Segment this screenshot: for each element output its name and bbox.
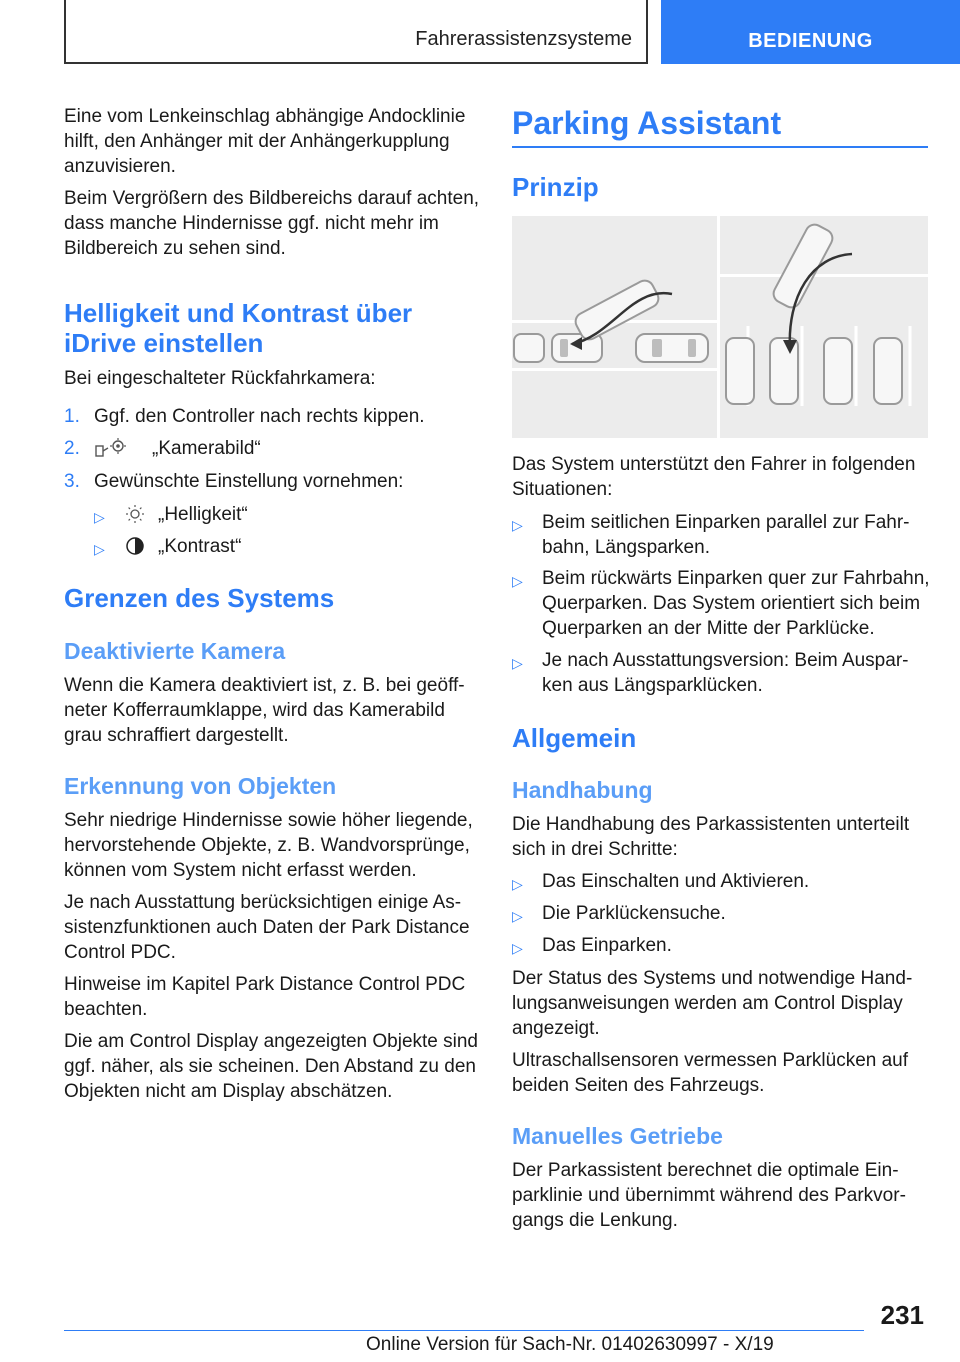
header-chapter-title: BEDIENUNG — [748, 30, 873, 52]
brightness-intro — [64, 366, 482, 391]
triangle-bullet-icon: ▷ — [512, 655, 523, 671]
page-number: 231 — [880, 1300, 924, 1330]
triangle-bullet-icon: ▷ — [512, 573, 523, 589]
heading-general: Allgemein — [512, 723, 637, 753]
heading-parking-assistant: Parking Assistant — [512, 105, 782, 141]
handling-item-text: Die Parklückensuche. — [542, 903, 726, 924]
heading-manual-transmission: Manuelles Getriebe — [512, 1123, 723, 1149]
detection-paragraph-2 — [64, 890, 484, 965]
step-text: Gewünschte Einstellung vornehmen: — [94, 471, 404, 492]
contrast-icon — [124, 534, 146, 565]
manual-text: Der Parkassistent berechnet die optimale Ein‐ parklinie und übernimmt während des Parkvor‐ gangs die Lenkung. — [512, 1160, 906, 1231]
step-number: 1. — [64, 406, 80, 427]
principle-text: Das System unterstützt den Fahrer in folgenden Situationen: — [512, 454, 916, 500]
triangle-bullet-icon: ▷ — [512, 517, 523, 533]
option-text: „Kontrast“ — [158, 536, 242, 557]
detection-p4-text: Die am Control Display angezeigten Objekte sind ggf. näher, als sie scheinen. Den Abstand zu den Objekten nicht am Display abschätzen. — [64, 1031, 478, 1102]
triangle-bullet-icon: ▷ — [512, 876, 523, 892]
footer-rule — [64, 1330, 864, 1331]
header-section-tab — [64, 0, 648, 64]
manual-paragraph — [512, 1158, 928, 1233]
heading-brightness-line1: Helligkeit und Kontrast über — [64, 298, 413, 328]
option-text: „Helligkeit“ — [158, 504, 248, 525]
heading-rule — [512, 146, 928, 148]
triangle-bullet-icon: ▷ — [512, 940, 523, 956]
principle-item-text: Je nach Ausstattungsversion: Beim Auspar‐ ken aus Längsparklücken. — [542, 650, 909, 696]
parking-illustration — [512, 216, 928, 438]
step-text: Ggf. den Controller nach rechts kippen. — [94, 406, 425, 427]
deactivated-paragraph — [64, 673, 484, 748]
principle-paragraph — [512, 452, 928, 502]
handling-text: Die Handhabung des Parkassistenten unterteilt sich in drei Schritte: — [512, 814, 910, 860]
triangle-bullet-icon: ▷ — [512, 908, 523, 924]
camera-image-icon — [94, 436, 128, 467]
detection-p1-text: Sehr niedrige Hindernisse sowie höher liegende, hervorstehende Objekte, z. B. Wandvorsprünge, können vom System nicht erfasst werden. — [64, 810, 473, 881]
detection-paragraph-3 — [64, 972, 484, 1022]
detection-paragraph-1 — [64, 808, 484, 883]
intro-p2-text: Beim Vergrößern des Bildbereichs darauf achten, dass manche Hindernisse ggf. nicht mehr im Bildbereich zu sehen sind. — [64, 188, 480, 259]
principle-item-text: Beim seitlichen Einparken parallel zur Fahr‐ bahn, Längsparken. — [542, 512, 910, 558]
heading-handling: Handhabung — [512, 777, 653, 803]
heading-brightness — [64, 298, 484, 358]
brightness-intro-text: Bei eingeschalteter Rückfahrkamera: — [64, 368, 376, 389]
handling-paragraph-3 — [512, 1048, 928, 1098]
heading-object-detection: Erkennung von Objekten — [64, 773, 337, 799]
triangle-bullet-icon: ▷ — [94, 509, 105, 525]
step-text: „Kamerabild“ — [152, 438, 261, 459]
heading-brightness-line2: iDrive einstellen — [64, 328, 264, 358]
footer-online-version: Online Version für Sach-Nr. 01402630997 - X/19 — [366, 1334, 774, 1355]
step-number: 3. — [64, 471, 80, 492]
intro-paragraph-2 — [64, 186, 482, 261]
header-section-title: Fahrerassistenzsysteme — [415, 28, 632, 50]
handling-item-text: Das Einschalten und Aktivieren. — [542, 871, 810, 892]
heading-limits: Grenzen des Systems — [64, 583, 335, 613]
intro-p1-text: Eine vom Lenkeinschlag abhängige Andocklinie hilft, den Anhänger mit der Anhängerkupplung anzuvisieren. — [64, 106, 466, 177]
step-number: 2. — [64, 438, 80, 459]
handling-p2-text: Der Status des Systems und notwendige Hand‐ lungsanweisungen werden am Control Display angezeigt. — [512, 968, 913, 1039]
intro-paragraph-1 — [64, 104, 482, 179]
sun-icon — [124, 502, 146, 533]
handling-item-text: Das Einparken. — [542, 935, 672, 956]
heading-deactivated-camera: Deaktivierte Kamera — [64, 638, 286, 664]
detection-p3-text: Hinweise im Kapitel Park Distance Control PDC beachten. — [64, 974, 466, 1020]
principle-item-text: Beim rückwärts Einparken quer zur Fahrbahn, Querparken. Das System orientiert sich beim Querparken an der Mitte der Parklücke. — [542, 568, 930, 639]
handling-paragraph — [512, 812, 928, 862]
triangle-bullet-icon: ▷ — [94, 541, 105, 557]
detection-paragraph-4 — [64, 1029, 484, 1104]
header-chapter-tab — [661, 0, 960, 64]
detection-p2-text: Je nach Ausstattung berücksichtigen einige As‐ sistenzfunktionen auch Daten der Park Distance Control PDC. — [64, 892, 470, 963]
handling-p3-text: Ultraschallsensoren vermessen Parklücken auf beiden Seiten des Fahrzeugs. — [512, 1050, 909, 1096]
handling-paragraph-2 — [512, 966, 928, 1041]
deactivated-text: Wenn die Kamera deaktiviert ist, z. B. bei geöff‐ neter Kofferraumklappe, wird das Kamerabild grau schraffiert dargestellt. — [64, 675, 465, 746]
heading-principle: Prinzip — [512, 172, 599, 202]
